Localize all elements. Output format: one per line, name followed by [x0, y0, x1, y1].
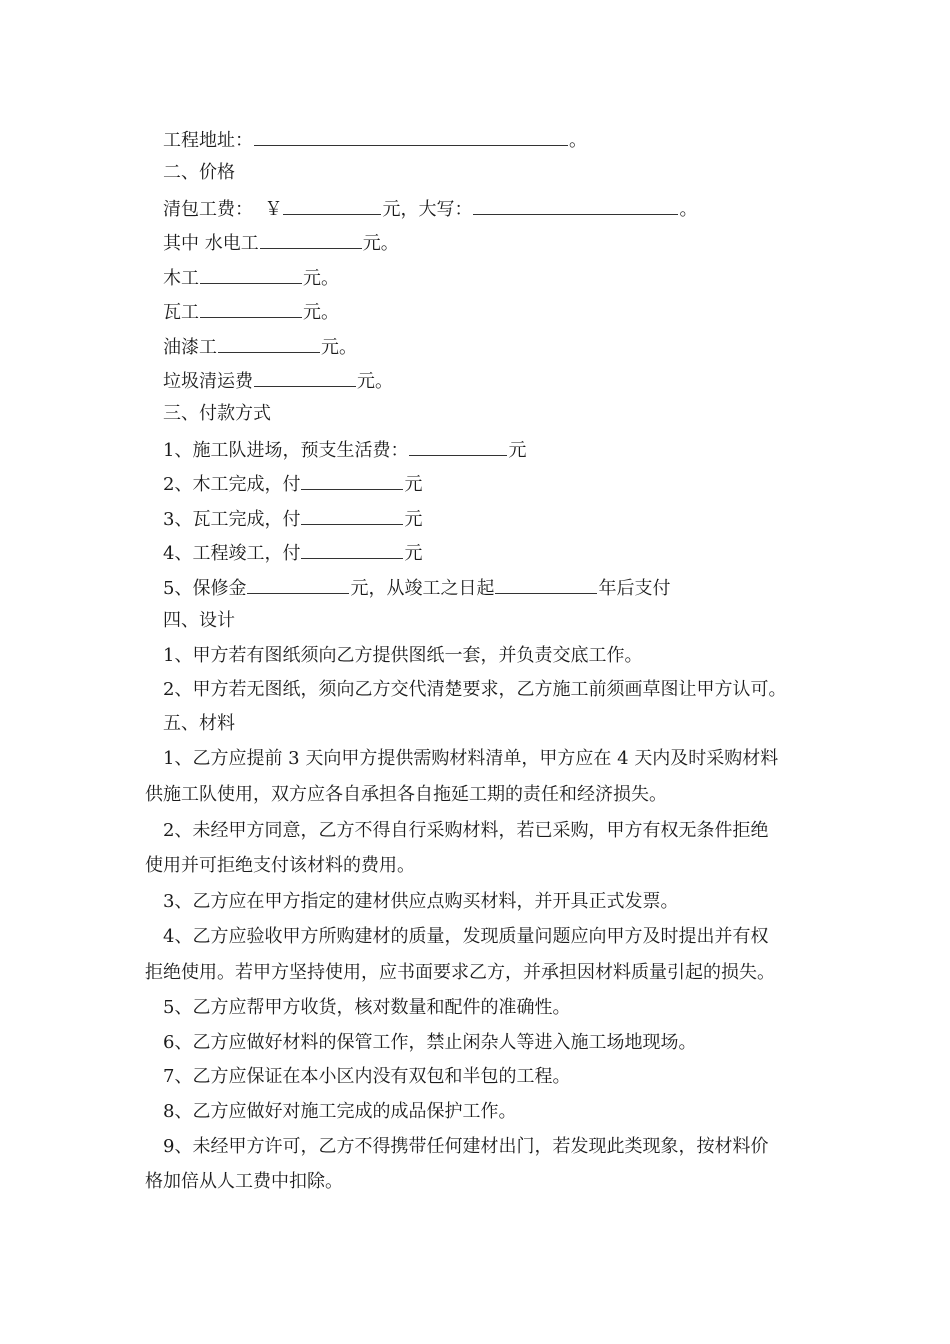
material-item-8: 8、乙方应做好对施工完成的成品保护工作。	[163, 1101, 517, 1122]
plumbing-electric-line	[163, 231, 399, 255]
material-item-4-line-2: 拒绝使用。若甲方坚持使用，应书面要求乙方，并承担因材料质量引起的损失。	[145, 962, 775, 983]
material-item-9-line-2: 格加倍从人工费中扣除。	[145, 1171, 343, 1192]
label: 元。	[321, 337, 357, 358]
label: 1、施工队进场，预支生活费：	[163, 440, 409, 461]
design-item-2: 2、甲方若无图纸，须向乙方交代清楚要求，乙方施工前须画草图让甲方认可。	[163, 679, 787, 700]
material-item-5: 5、乙方应帮甲方收货，核对数量和配件的准确性。	[163, 997, 571, 1018]
material-item-2-line-1: 2、未经甲方同意，乙方不得自行采购材料，若已采购，甲方有权无条件拒绝	[163, 820, 769, 841]
material-item-3: 3、乙方应在甲方指定的建材供应点购买材料，并开具正式发票。	[163, 891, 679, 912]
label: 元	[404, 509, 423, 530]
carpentry-payment-blank[interactable]	[301, 472, 403, 490]
carpentry-line	[163, 266, 339, 290]
label: 元	[404, 543, 423, 564]
carpentry-blank[interactable]	[200, 266, 302, 284]
payment-item-2	[163, 472, 422, 496]
painting-blank[interactable]	[218, 335, 320, 353]
tiling-blank[interactable]	[200, 300, 302, 318]
label: 其中 水电工	[163, 233, 259, 254]
label: 3、瓦工完成，付	[163, 509, 301, 530]
material-item-9-line-1: 9、未经甲方许可，乙方不得携带任何建材出门，若发现此类现象，按材料价	[163, 1136, 769, 1157]
label: 。	[679, 199, 698, 220]
section-heading-design: 四、设计	[163, 610, 235, 631]
painting-line	[163, 335, 357, 359]
yen-sign: ￥	[264, 199, 283, 220]
label: 元。	[303, 302, 339, 323]
fee-capital-blank[interactable]	[473, 197, 678, 215]
label: 元	[508, 440, 527, 461]
waste-removal-blank[interactable]	[254, 369, 356, 387]
label: 元。	[357, 371, 393, 392]
material-item-4-line-1: 4、乙方应验收甲方所购建材的质量，发现质量问题应向甲方及时提出并有权	[163, 926, 769, 947]
label: 2、木工完成，付	[163, 474, 301, 495]
plumbing-blank[interactable]	[260, 231, 362, 249]
label: 清包工费：	[163, 199, 253, 220]
label: 油漆工	[163, 337, 217, 358]
advance-blank[interactable]	[409, 438, 507, 456]
material-item-1-line-2: 供施工队使用，双方应各自承担各自拖延工期的责任和经济损失。	[145, 784, 667, 805]
material-item-2-line-2: 使用并可拒绝支付该材料的费用。	[145, 855, 415, 876]
label: 木工	[163, 268, 199, 289]
warranty-deposit-blank[interactable]	[247, 576, 349, 594]
payment-item-4	[163, 541, 422, 565]
material-item-6: 6、乙方应做好材料的保管工作，禁止闲杂人等进入施工场地现场。	[163, 1032, 697, 1053]
label: 元，从竣工之日起	[350, 578, 495, 599]
label: 5、保修金	[163, 578, 247, 599]
label: 元。	[303, 268, 339, 289]
label: 元	[404, 474, 423, 495]
label: 工程地址：	[163, 130, 253, 151]
material-item-7: 7、乙方应保证在本小区内没有双包和半包的工程。	[163, 1066, 571, 1087]
section-heading-materials: 五、材料	[163, 713, 235, 734]
label: 元，大写：	[382, 199, 473, 220]
material-item-1-line-1: 1、乙方应提前 3 天向甲方提供需购材料清单，甲方应在 4 天内及时采购材料	[163, 748, 779, 769]
payment-item-3	[163, 507, 422, 531]
label: 年后支付	[598, 578, 671, 599]
fee-amount-blank[interactable]	[283, 197, 381, 215]
label: 垃圾清运费	[163, 371, 253, 392]
fee-line	[163, 197, 697, 221]
section-heading-price: 二、价格	[163, 162, 235, 183]
warranty-years-blank[interactable]	[495, 576, 597, 594]
address-blank[interactable]	[254, 128, 568, 146]
label: 瓦工	[163, 302, 199, 323]
design-item-1: 1、甲方若有图纸须向乙方提供图纸一套，并负责交底工作。	[163, 645, 643, 666]
completion-payment-blank[interactable]	[301, 541, 403, 559]
label: 。	[569, 130, 587, 151]
section-heading-payment: 三、付款方式	[163, 403, 271, 424]
project-address-line	[163, 128, 587, 152]
label: 4、工程竣工，付	[163, 543, 301, 564]
tiling-payment-blank[interactable]	[301, 507, 403, 525]
tiling-line	[163, 300, 339, 324]
payment-item-5	[163, 576, 670, 600]
waste-removal-line	[163, 369, 393, 393]
payment-item-1	[163, 438, 526, 462]
label: 元。	[362, 233, 399, 254]
